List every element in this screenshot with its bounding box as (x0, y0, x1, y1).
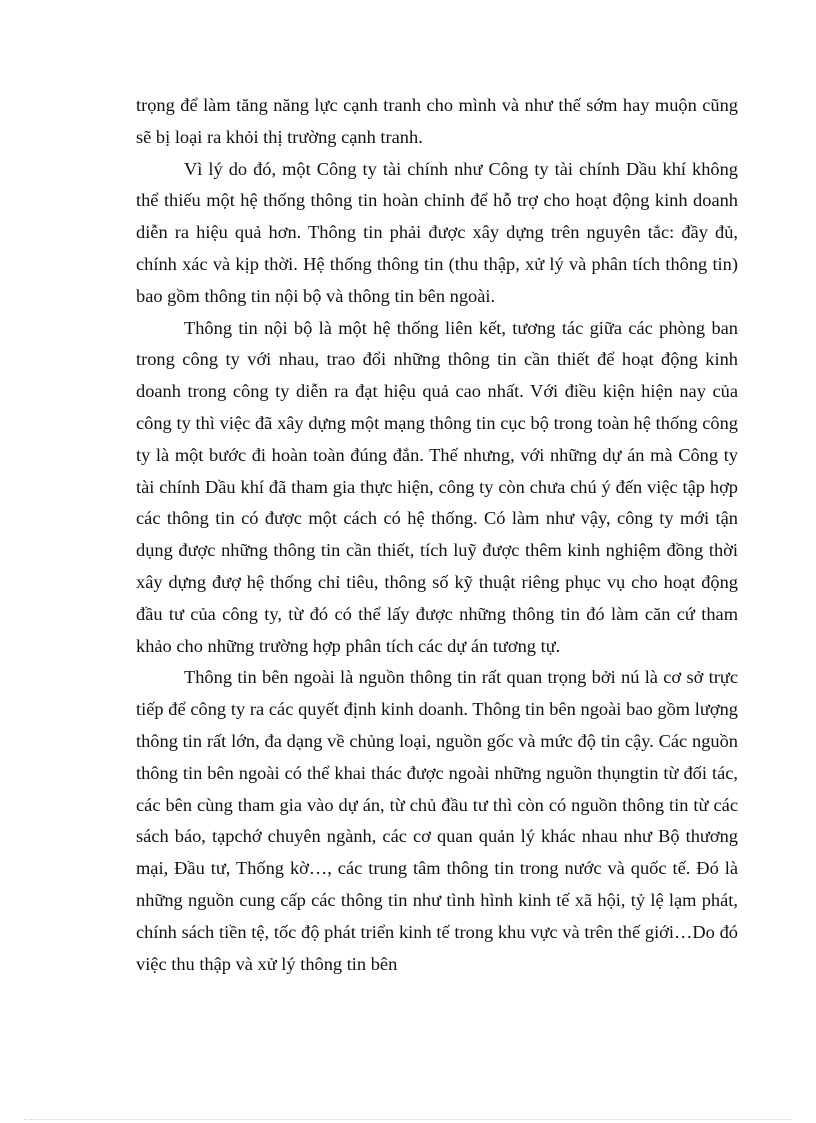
paragraph-continuation: trọng để làm tăng năng lực cạnh tranh cho mình và như thế sớm hay muộn cũng sẽ bị loại ra khỏi thị trường cạnh tranh. (136, 95, 738, 147)
paragraph-information-system: Vì lý do đó, một Công ty tài chính như Công ty tài chính Dầu khí không thể thiếu một hệ thống thông tin hoàn chỉnh để hỗ trợ cho hoạt động kinh doanh diễn ra hiệu quả hơn. Thông tin phải được xây dựng trên nguyên tắc: đầy đủ, chính xác và kịp thời. Hệ thống thông tin (thu thập, xử lý và phân tích thông tin) bao gồm thông tin nội bộ và thông tin bên ngoài. (136, 158, 738, 306)
paragraph-external-information: Thông tin bên ngoài là nguồn thông tin rất quan trọng bởi nú là cơ sở trực tiếp để công ty ra các quyết định kinh doanh. Thông tin bên ngoài bao gồm lượng thông tin rất lớn, đa dạng về chủng loại, nguồn gốc và mức độ tin cậy. Các nguồn thông tin bên ngoài có thể khai thác được ngoài những nguồn thụngtin từ đối tác, các bên cùng tham gia vào dự án, từ chủ đầu tư thì còn có nguồn thông tin từ các sách báo, tạpchớ chuyên ngành, các cơ quan quản lý khác nhau như Bộ thương mại, Đầu tư, Thống kờ…, các trung tâm thông tin trong nước và quốc tế. Đó là những nguồn cung cấp các thông tin như tình hình kinh tế xã hội, tỷ lệ lạm phát, chính sách tiền tệ, tốc độ phát triển kinh tế trong khu vực và trên thế giới…Do đó việc thu thập và xử lý thông tin bên (136, 667, 738, 974)
document-body (136, 90, 738, 980)
page-bottom-dotted-rule (24, 1119, 792, 1120)
paragraph-internal-information: Thông tin nội bộ là một hệ thống liên kết, tương tác giữa các phòng ban trong công ty với nhau, trao đổi những thông tin cần thiết để hoạt động kinh doanh trong công ty diễn ra đạt hiệu quả cao nhất. Với điều kiện hiện nay của công ty thì việc đã xây dựng một mạng thông tin cục bộ trong toàn hệ thống công ty là một bước đi hoàn toàn đúng đắn. Thế nhưng, với những dự án mà Công ty tài chính Dầu khí đã tham gia thực hiện, công ty còn chưa chú ý đến việc tập hợp các thông tin có được một cách có hệ thống. Có làm như vậy, công ty mới tận dụng được những thông tin cần thiết, tích luỹ được thêm kinh nghiệm đồng thời xây dựng đượ hệ thống chỉ tiêu, thông số kỹ thuật riêng phục vụ cho hoạt động đầu tư của công ty, từ đó có thể lấy được những thông tin đó làm căn cứ tham khảo cho những trường hợp phân tích các dự án tương tự. (136, 317, 738, 656)
